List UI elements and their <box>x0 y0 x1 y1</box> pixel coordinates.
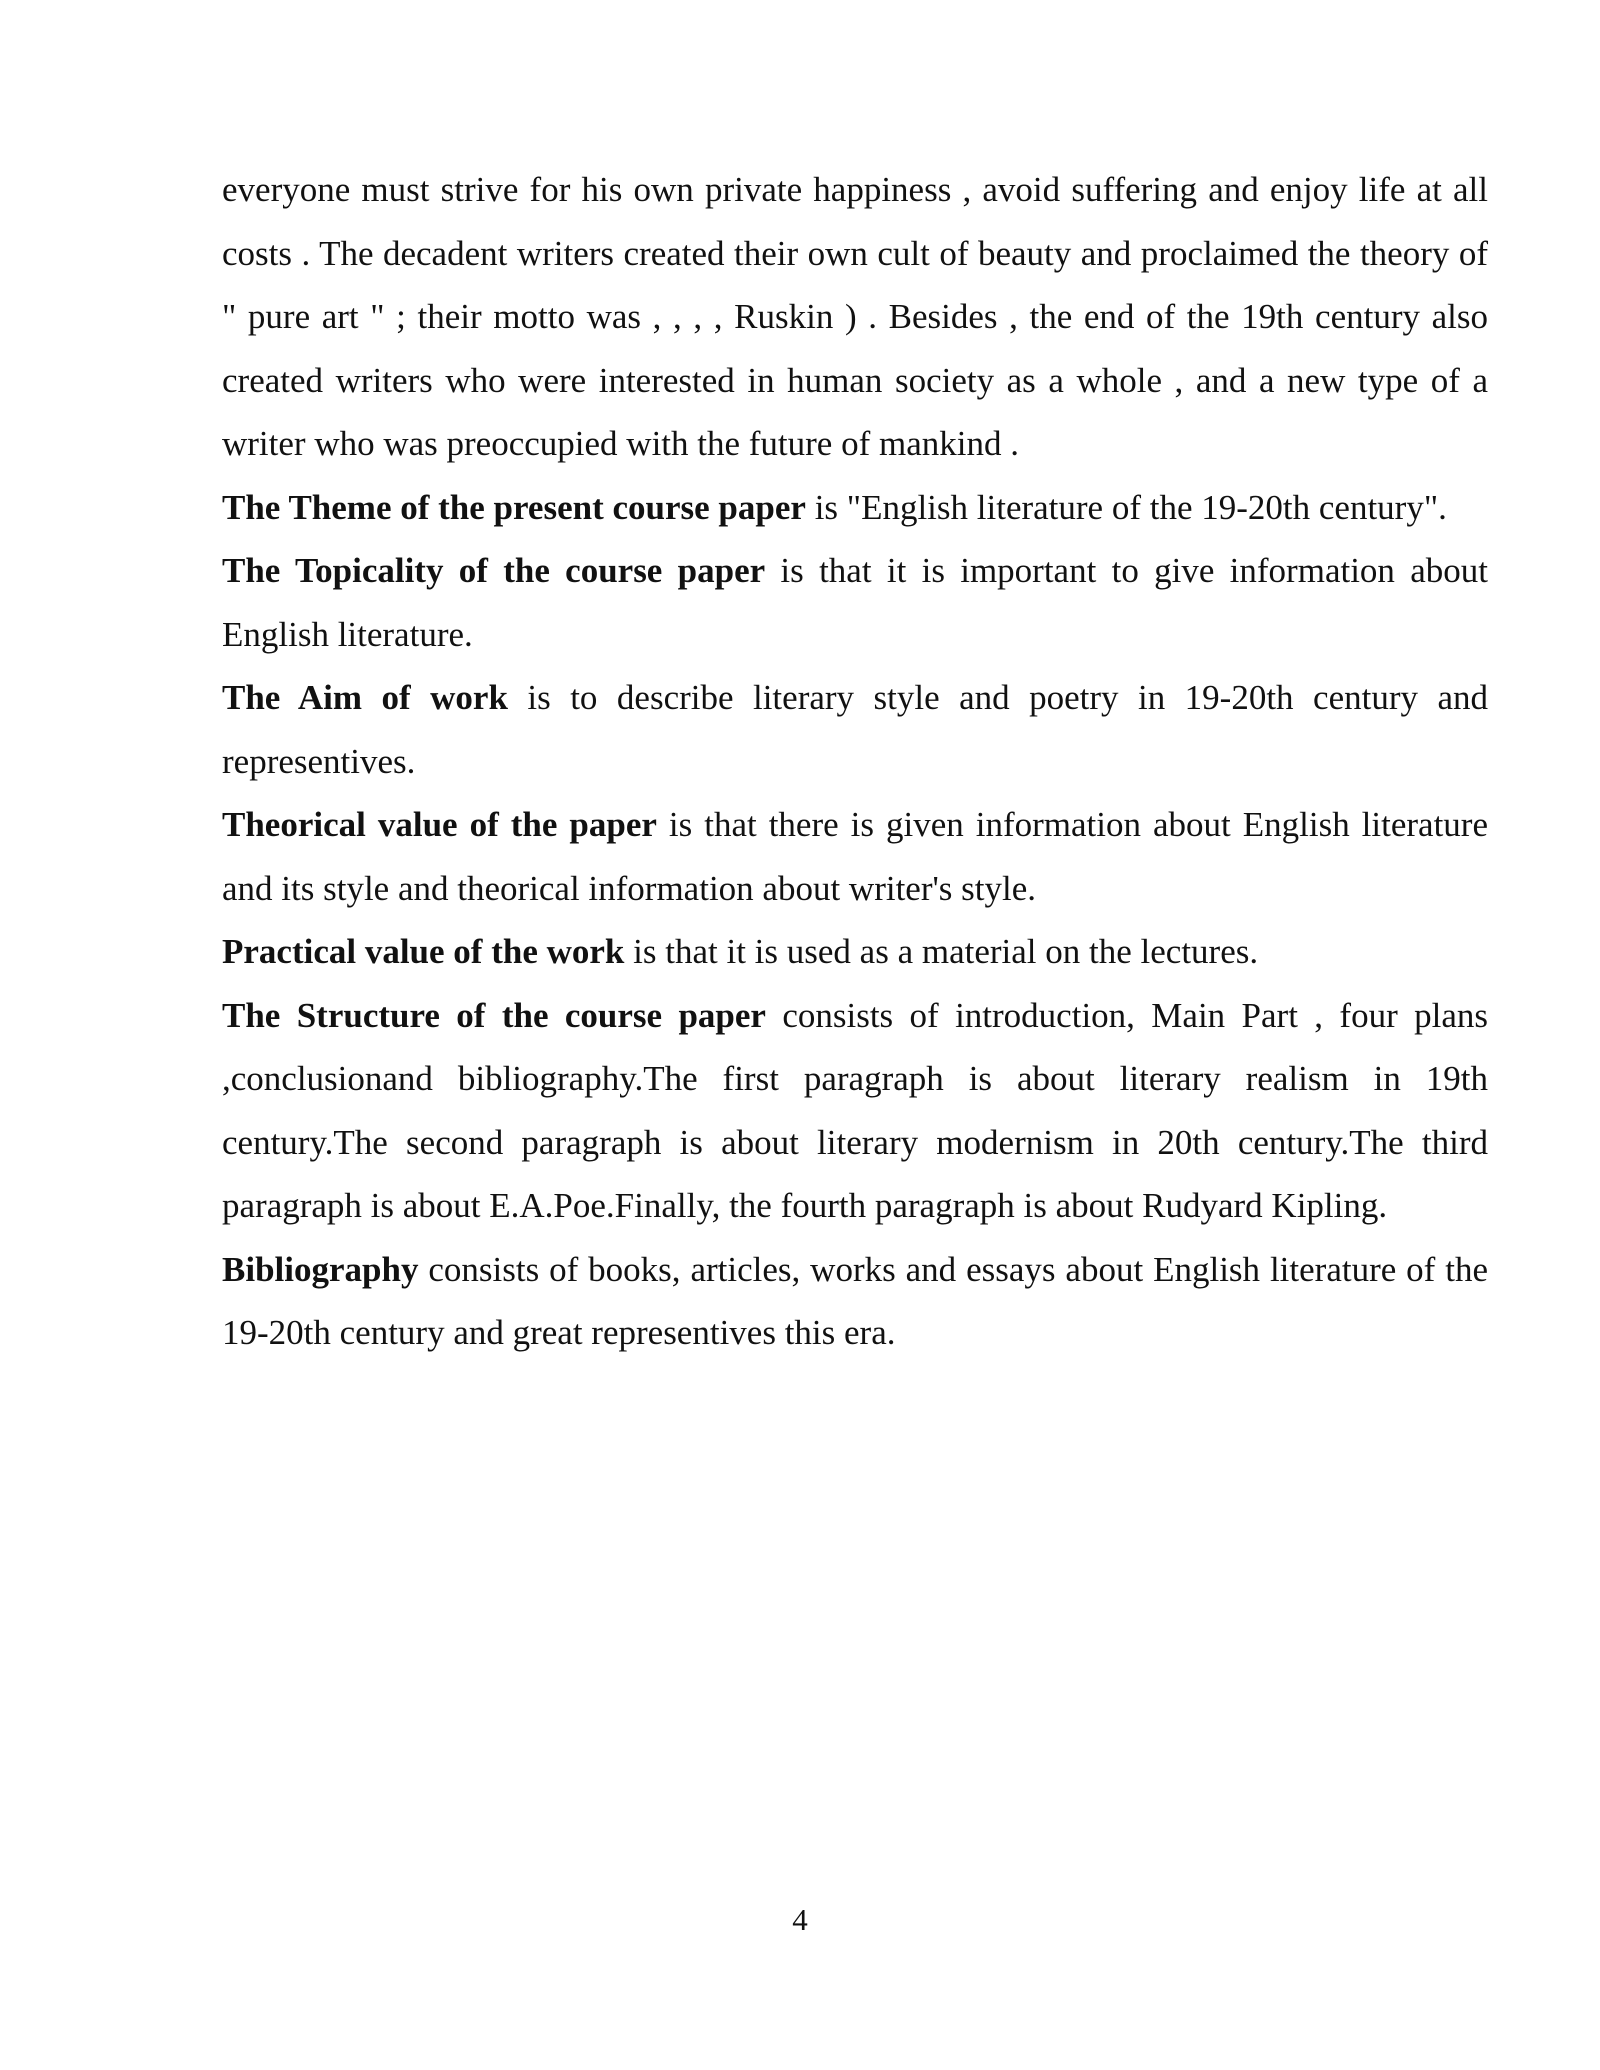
paragraph-text: is that it is used as a material on the lectures. <box>624 932 1259 971</box>
paragraph-text: consists of books, articles, works and essays about English literature of the 19-20th century and great representives this era. <box>222 1249 1488 1352</box>
body-text <box>222 158 1488 1365</box>
paragraph-text: everyone must strive for his own private happiness , avoid suffering and enjoy life at all costs . The decadent writers created their own cult of beauty and proclaimed the theory of " pure art " ; their motto was , , , , Ruskin ) . Besides , the end of the 19th century also created writers who were interested in human society as a whole , and a new type of a writer who was preoccupied with the future of mankind . <box>222 170 1488 463</box>
paragraph-practical-value <box>222 920 1488 984</box>
paragraph-aim <box>222 666 1488 793</box>
paragraph-structure <box>222 984 1488 1238</box>
paragraph-text: consists of introduction, Main Part , four plans ,conclusionand bibliography.The first paragraph is about literary realism in 19th century.The second paragraph is about literary modernism in 20th century.The third paragraph is about E.A.Poe.Finally, the fourth paragraph is about Rudyard Kipling. <box>222 995 1488 1225</box>
paragraph-theoretical-value <box>222 793 1488 920</box>
paragraph-text: is that there is given information about English literature and its style and theorical information about writer's style. <box>222 805 1488 908</box>
paragraph-bibliography <box>222 1238 1488 1365</box>
page-number: 4 <box>792 1902 808 1937</box>
paragraph-topicality <box>222 539 1488 666</box>
paragraph-text: is "English literature of the 19-20th century". <box>805 487 1447 527</box>
paragraph-heading: The Topicality of the course paper <box>222 551 766 590</box>
paragraph-heading: Theorical value of the paper <box>222 805 657 844</box>
paragraph-text: is to describe literary style and poetry in 19-20th century and representives. <box>222 678 1488 781</box>
paragraph-text: is that it is important to give information about English literature. <box>222 551 1488 654</box>
paragraph-heading: Practical value of the work <box>222 932 625 971</box>
paragraph-heading: The Structure of the course paper <box>222 995 766 1035</box>
paragraph-theme <box>222 476 1488 540</box>
paragraph-intro-continuation <box>222 158 1488 476</box>
paragraph-heading: The Theme of the present course paper <box>222 487 806 527</box>
paragraph-heading: Bibliography <box>222 1249 419 1289</box>
paragraph-heading: The Aim of work <box>222 678 508 717</box>
